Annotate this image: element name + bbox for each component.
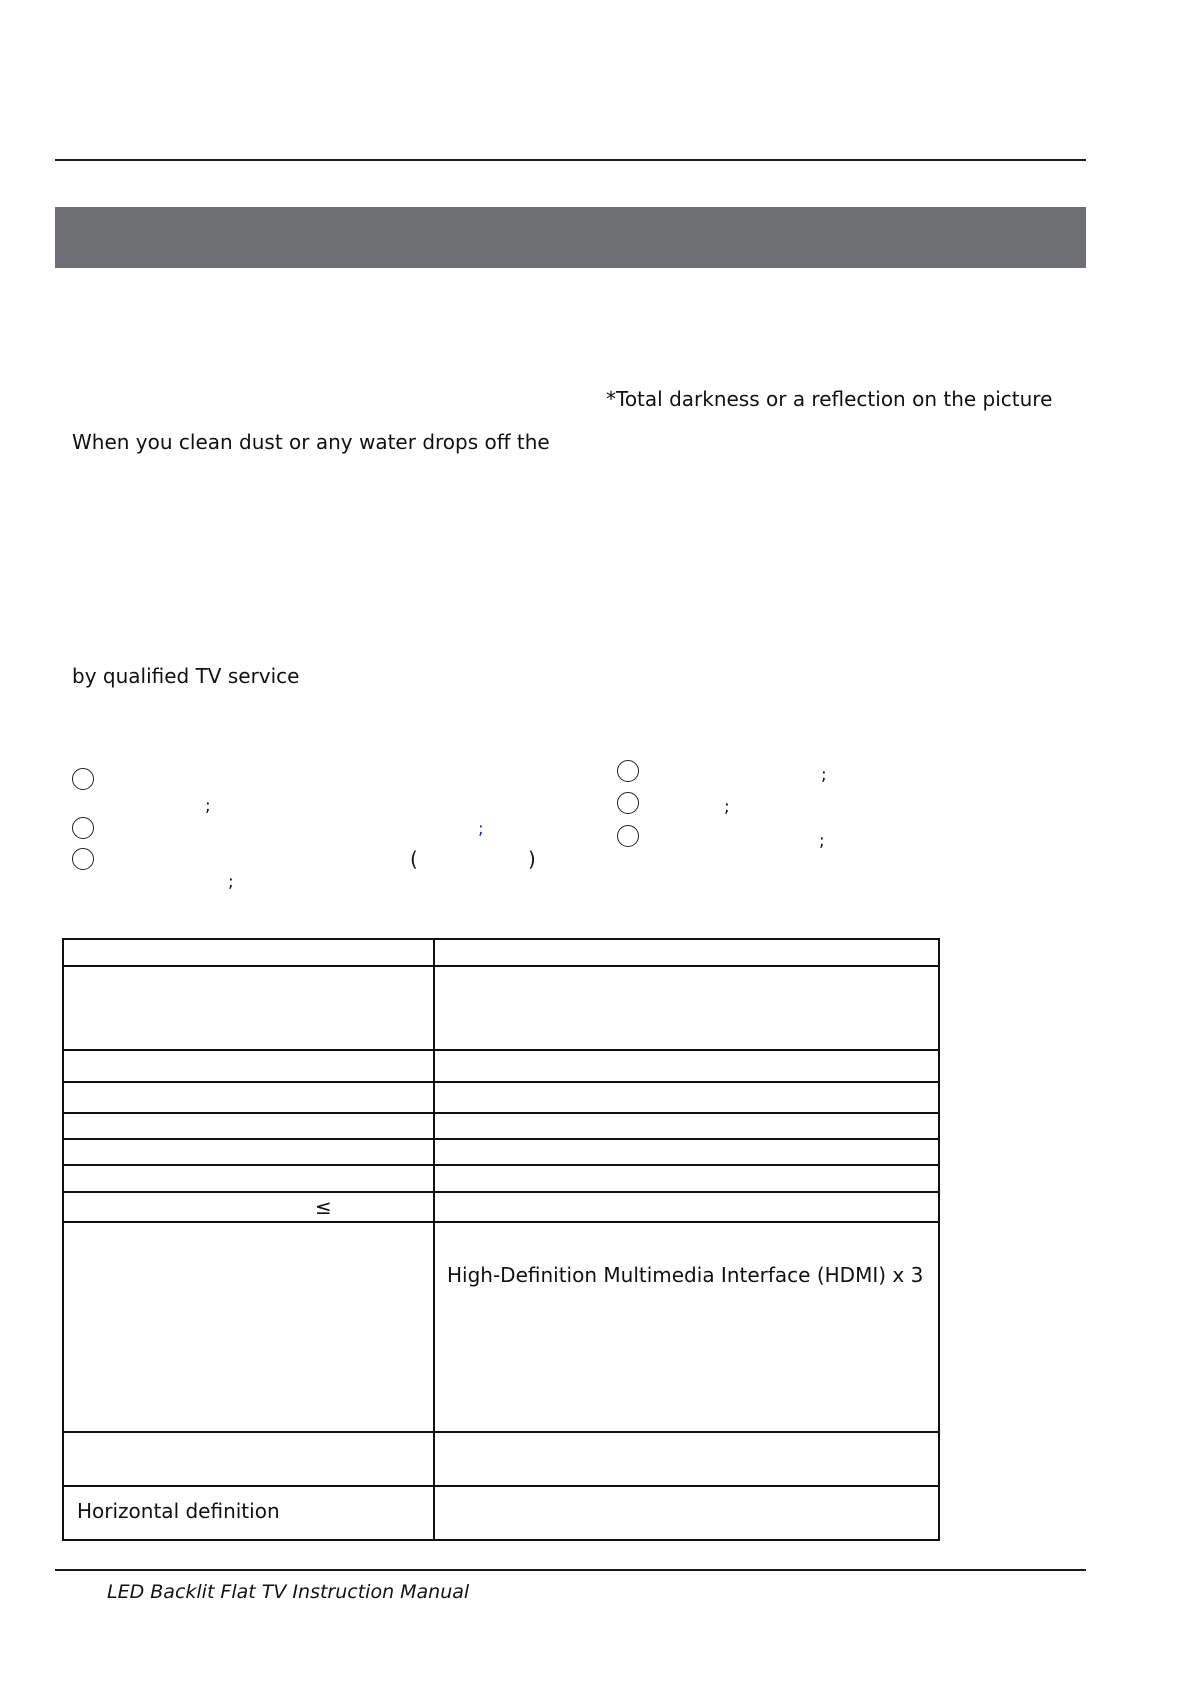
- table-border: [62, 1164, 939, 1166]
- list-semicolon: ;: [821, 765, 827, 785]
- note-clean-dust: When you clean dust or any water drops off the: [72, 430, 550, 454]
- leq-symbol: ≤: [315, 1195, 332, 1219]
- note-total-darkness: *Total darkness or a reflection on the picture: [606, 387, 1053, 411]
- table-border: [62, 1081, 939, 1083]
- list-paren-close: ): [528, 847, 536, 871]
- list-paren-open: (: [410, 847, 418, 871]
- section-header-band: [55, 207, 1086, 268]
- hdmi-spec-value: High-Definition Multimedia Interface (HDMI) x 3: [447, 1263, 924, 1287]
- table-border: [62, 965, 939, 967]
- footer-rule: [55, 1569, 1086, 1571]
- table-border: [62, 1138, 939, 1140]
- list-semicolon: ;: [478, 819, 484, 839]
- table-border: [433, 938, 435, 1541]
- table-border: [62, 938, 939, 940]
- list-semicolon: ;: [205, 796, 211, 816]
- list-number-circle: [617, 760, 639, 782]
- note-qualified-service: by qualified TV service: [72, 664, 300, 688]
- manual-title: LED Backlit Flat TV Instruction Manual: [107, 1581, 470, 1603]
- list-number-circle: [72, 848, 94, 870]
- list-number-circle: [72, 817, 94, 839]
- table-border: [938, 938, 940, 1541]
- table-border: [62, 938, 64, 1541]
- table-border: [62, 1191, 939, 1193]
- list-semicolon: ;: [228, 872, 234, 892]
- table-border: [62, 1112, 939, 1114]
- table-border: [62, 1539, 939, 1541]
- table-border: [62, 1485, 939, 1487]
- table-border: [62, 1431, 939, 1433]
- list-semicolon: ;: [724, 797, 730, 817]
- table-border: [62, 1049, 939, 1051]
- list-number-circle: [617, 792, 639, 814]
- header-rule: [55, 159, 1086, 161]
- horizontal-definition-label: Horizontal definition: [77, 1499, 280, 1523]
- table-border: [62, 1221, 939, 1223]
- list-number-circle: [617, 825, 639, 847]
- list-number-circle: [72, 768, 94, 790]
- list-semicolon: ;: [819, 831, 825, 851]
